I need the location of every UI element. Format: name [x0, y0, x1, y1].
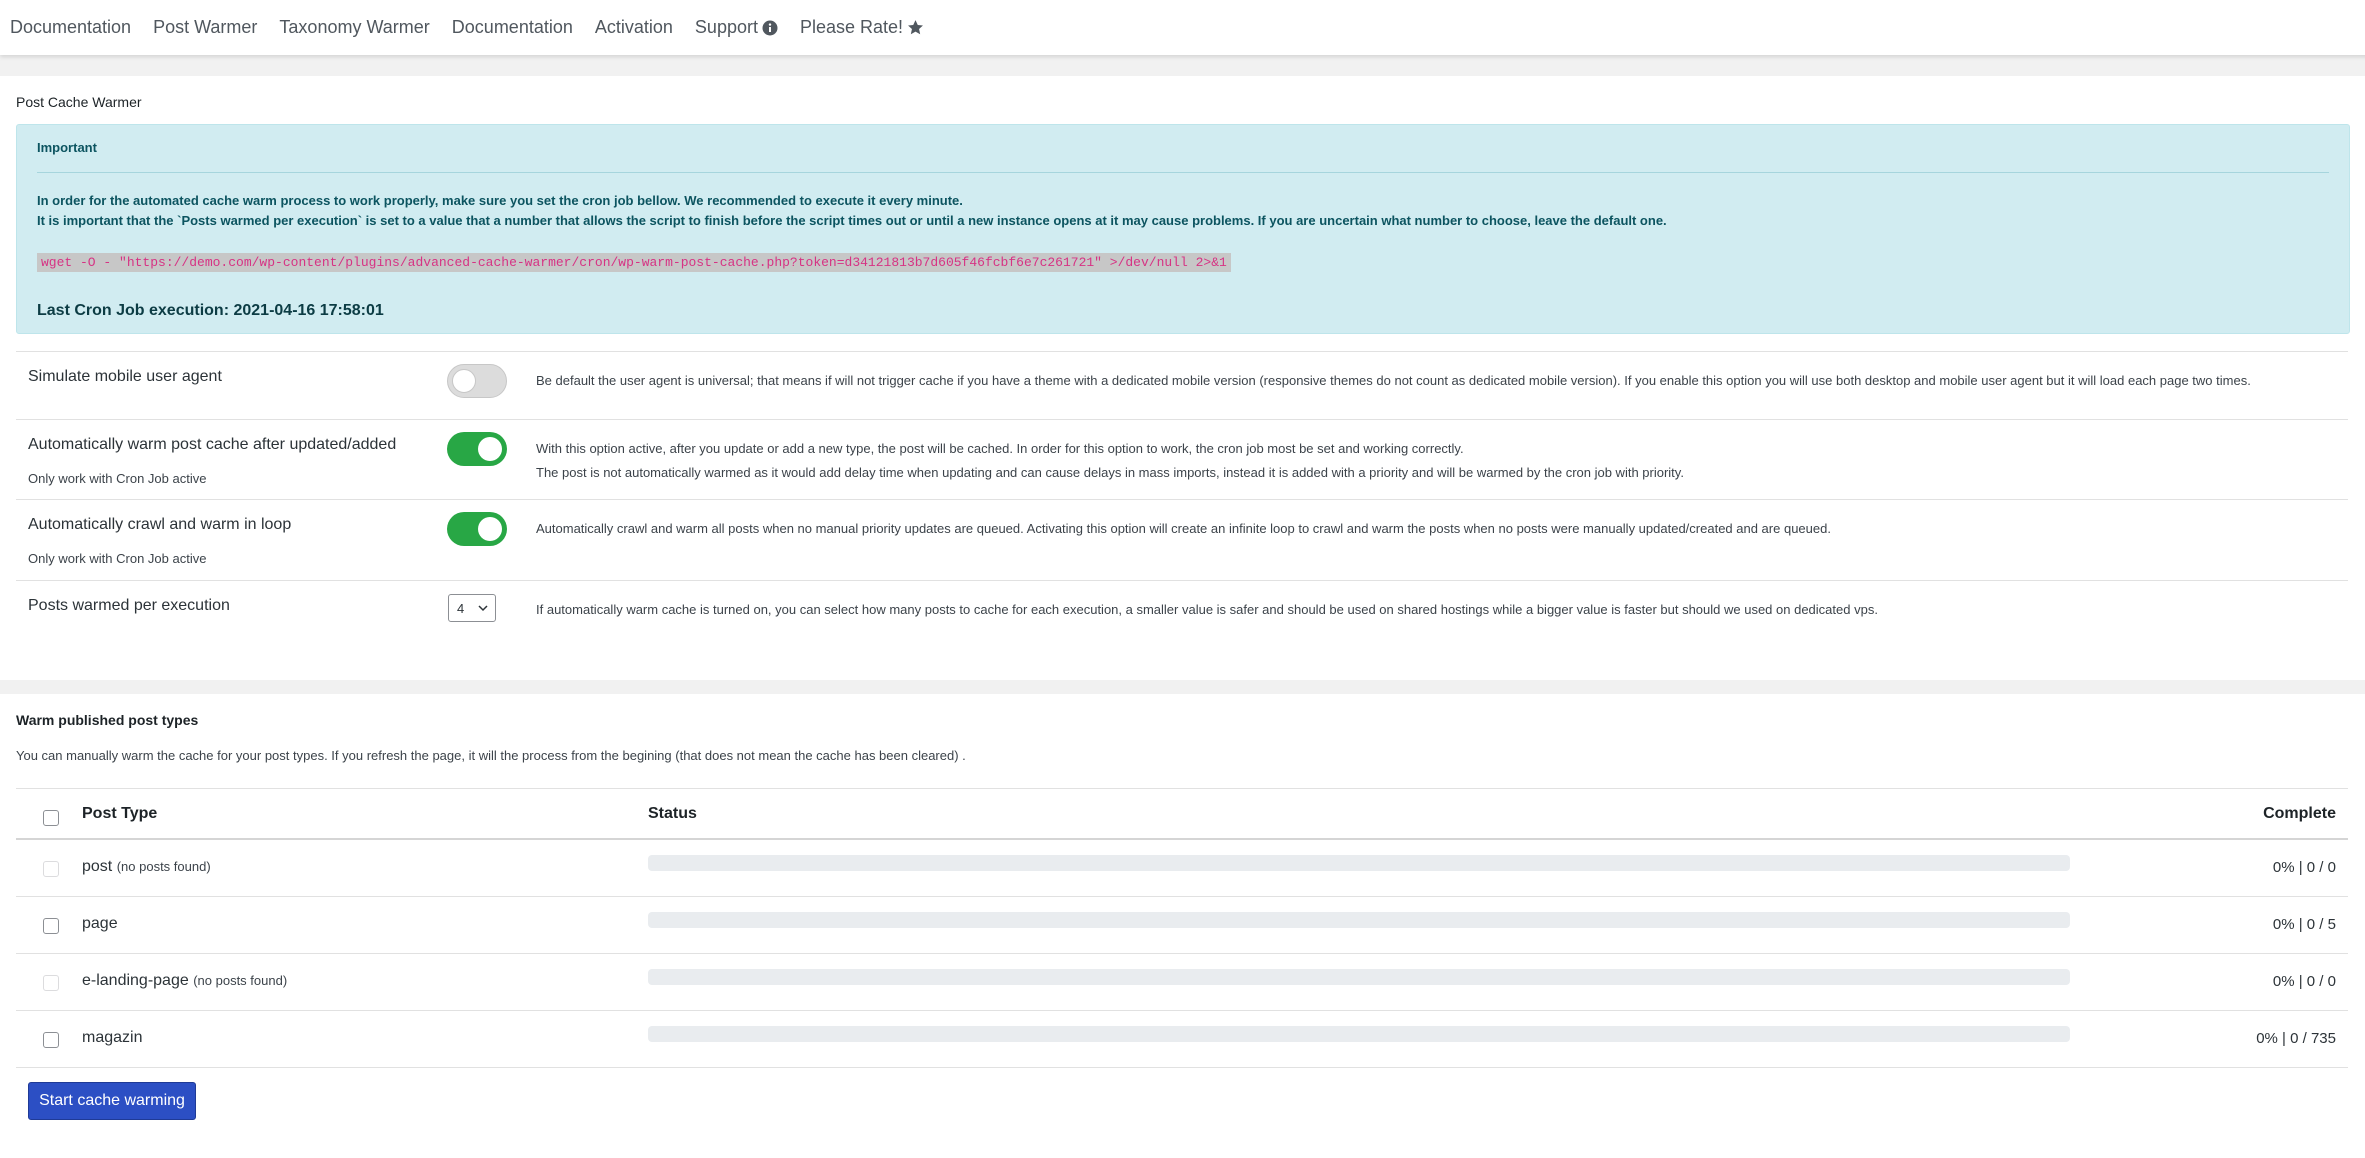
post-type-note: (no posts found) — [116, 859, 211, 874]
post-types-table — [16, 788, 2348, 1068]
nav-post-warmer[interactable]: Post Warmer — [153, 17, 258, 37]
post-type-label: e-landing-page — [82, 972, 189, 989]
option-description-line: Be default the user agent is universal; that means if will not trigger cache if you have a theme with a dedicated mobile version (responsive themes do not count as dedicated mobile version). If you enable this option you will use both desktop and mobile user agent but it will load each page two times. — [536, 373, 2251, 388]
start-cache-warming-button[interactable]: Start cache warming — [28, 1082, 196, 1120]
table-row — [16, 954, 2348, 1011]
option-label: Simulate mobile user agent — [28, 368, 222, 385]
panel-title: Post Cache Warmer — [16, 94, 142, 110]
post-type-label: magazin — [82, 1029, 143, 1046]
warm-section-description: You can manually warm the cache for your post types. If you refresh the page, it will the process from the begining (that does not mean the cache has been cleared) . — [16, 748, 966, 763]
progress-bar — [648, 1026, 2070, 1042]
warm-section-title: Warm published post types — [16, 712, 199, 728]
row-checkbox[interactable] — [43, 1032, 59, 1048]
nav-activation[interactable]: Activation — [594, 17, 673, 37]
notice-line-2: It is important that the `Posts warmed per execution` is set to a value that a number that allows the script to finish before the script times out or until a new instance opens at it may cause problems. If you are uncertain what number to choose, leave the default one. — [37, 213, 1667, 228]
nav-documentation[interactable]: Documentation — [10, 17, 132, 37]
toggle-knob — [478, 517, 502, 541]
option-sublabel: Only work with Cron Job active — [28, 551, 207, 566]
column-header-complete: Complete — [2263, 805, 2336, 822]
complete-value: 0% | 0 / 735 — [2256, 1030, 2336, 1047]
post-type-note: (no posts found) — [193, 973, 288, 988]
toggle-knob — [478, 437, 502, 461]
star-icon — [907, 19, 924, 36]
warm-post-types-panel — [0, 694, 2365, 1158]
option-description — [536, 517, 1831, 541]
option-warm-after-update — [16, 419, 2348, 500]
posts-per-execution-select[interactable] — [448, 594, 496, 622]
table-row — [16, 897, 2348, 954]
cron-command[interactable]: wget -O - "https://demo.com/wp-content/plugins/advanced-cache-warmer/cron/wp-warm-post-cache.php?token=d34121813b7d605f46fcbf6e7c261721" >/dev/null 2>&1 — [37, 253, 1231, 272]
notice-message — [37, 191, 2337, 231]
notice-heading: Important — [37, 140, 97, 155]
option-description-line: With this option active, after you update or add a new type, the post will be cached. In order for this option to work, the cron job most be set and working correctly. — [536, 441, 1464, 456]
table-row — [16, 840, 2348, 897]
select-value: 4 — [457, 601, 465, 616]
nav-support-label: Support — [694, 17, 758, 37]
nav-please-rate[interactable] — [800, 17, 924, 38]
option-label: Automatically warm post cache after updated/added — [28, 436, 397, 453]
row-checkbox — [43, 975, 59, 991]
chevron-down-icon — [478, 604, 488, 612]
mobile-user-agent-toggle[interactable] — [447, 364, 507, 398]
table-row — [16, 1011, 2348, 1068]
nav-support[interactable] — [695, 17, 778, 38]
option-description-line: If automatically warm cache is turned on, you can select how many posts to cache for each execution, a smaller value is safer and should be used on shared hostings while a bigger value is faster but should we used on dedicated vps. — [536, 602, 1878, 617]
option-description — [536, 598, 1878, 622]
option-description — [536, 369, 2251, 393]
option-description-line: Automatically crawl and warm all posts when no manual priority updates are queued. Activating this option will create an infinite loop to crawl and warm the posts when no posts were manually updated/created and are queued. — [536, 521, 1831, 536]
select-all-checkbox[interactable] — [43, 810, 59, 826]
column-header-post-type: Post Type — [82, 805, 158, 822]
option-mobile-user-agent — [16, 351, 2348, 420]
post-type-label: post — [82, 858, 113, 875]
cron-notice — [16, 124, 2350, 334]
post-type-name — [82, 858, 211, 876]
option-description-line: The post is not automatically warmed as it would add delay time when updating and can cause delays in mass imports, instead it is added with a priority and will be warmed by the cron job with priority. — [536, 465, 1684, 480]
top-navigation — [0, 0, 2365, 55]
row-checkbox — [43, 861, 59, 877]
progress-bar — [648, 855, 2070, 871]
option-sublabel: Only work with Cron Job active — [28, 471, 207, 486]
info-circle-icon — [762, 20, 778, 36]
notice-line-1: In order for the automated cache warm process to work properly, make sure you set the cron job bellow. We recommended to execute it every minute. — [37, 193, 963, 208]
complete-value: 0% | 0 / 5 — [2272, 916, 2336, 933]
crawl-loop-toggle[interactable] — [447, 512, 507, 546]
notice-divider — [37, 172, 2329, 173]
last-cron-execution: Last Cron Job execution: 2021-04-16 17:58:01 — [37, 302, 384, 319]
toggle-knob — [452, 369, 476, 393]
progress-bar — [648, 912, 2070, 928]
nav-please-rate-label: Please Rate! — [799, 17, 904, 37]
post-type-name — [82, 972, 287, 990]
option-crawl-loop — [16, 499, 2348, 581]
option-label: Automatically crawl and warm in loop — [28, 516, 292, 533]
settings-panel — [0, 76, 2365, 680]
complete-value: 0% | 0 / 0 — [2272, 973, 2336, 990]
nav-documentation-2[interactable]: Documentation — [451, 17, 573, 37]
complete-value: 0% | 0 / 0 — [2272, 859, 2336, 876]
row-checkbox[interactable] — [43, 918, 59, 934]
post-type-label: page — [82, 915, 118, 932]
nav-taxonomy-warmer[interactable]: Taxonomy Warmer — [279, 17, 430, 37]
column-header-status: Status — [648, 805, 697, 822]
option-description — [536, 437, 1684, 485]
option-posts-per-execution — [16, 580, 2348, 657]
progress-bar — [648, 969, 2070, 985]
post-type-name — [82, 1029, 142, 1047]
warm-after-update-toggle[interactable] — [447, 432, 507, 466]
option-label: Posts warmed per execution — [28, 597, 230, 614]
table-header — [16, 788, 2348, 840]
post-type-name — [82, 915, 118, 933]
